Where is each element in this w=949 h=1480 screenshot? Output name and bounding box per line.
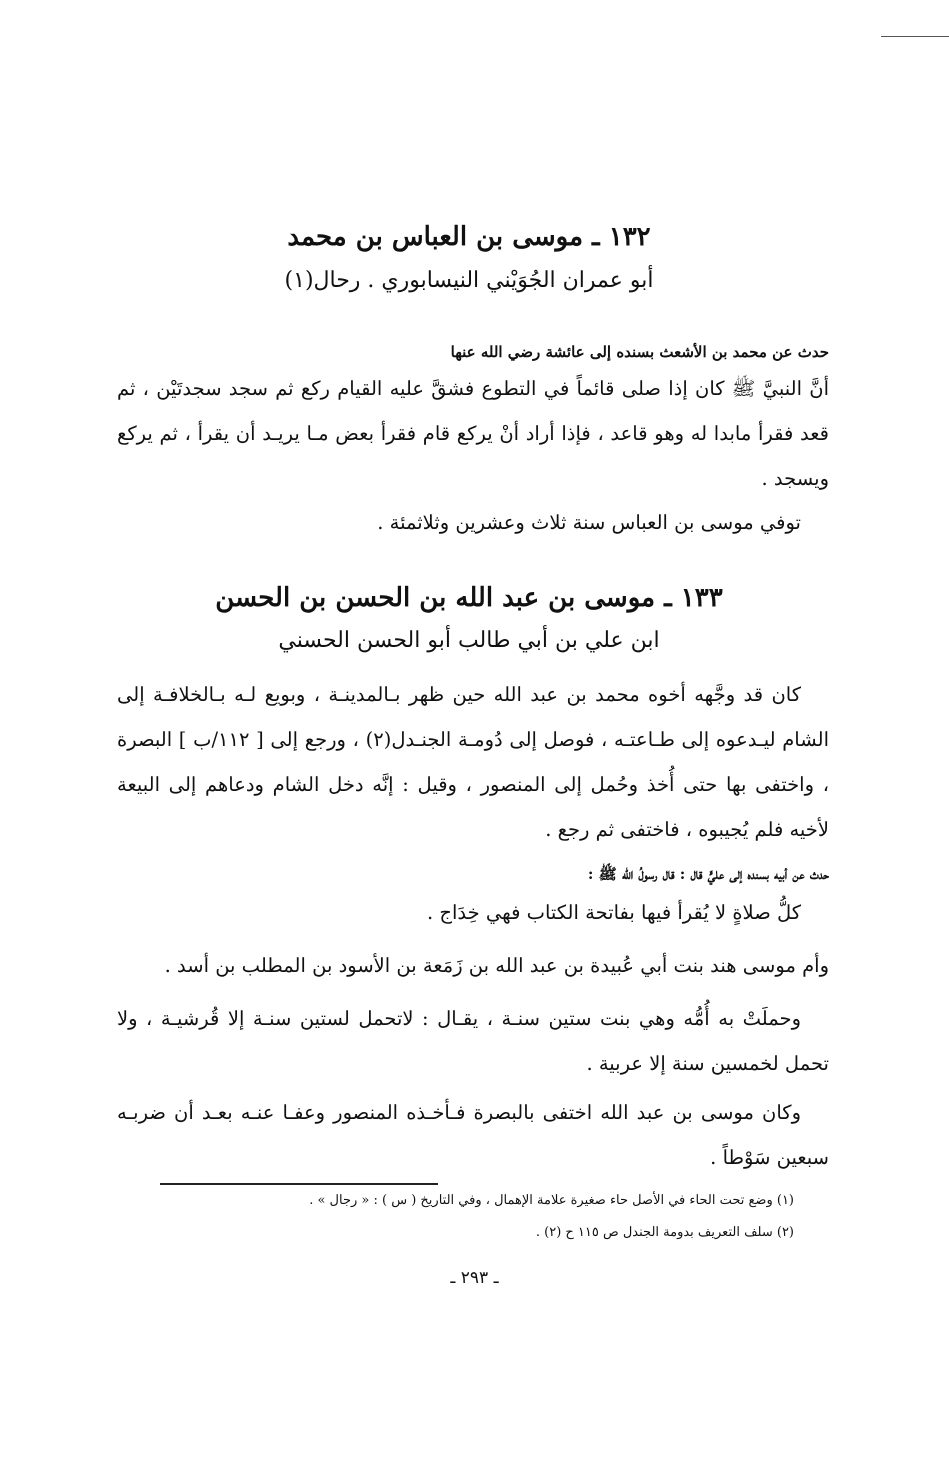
- corner-rule: [881, 36, 949, 37]
- page-number: ـ ٢٩٣ ـ: [450, 1268, 499, 1288]
- entry-132-subtitle: أبو عمران الجُوَيْني النيسابوري . رحال(١): [284, 268, 654, 293]
- footnote-2: (٢) سلف التعريف بدومة الجندل ص ١١٥ ح (٢) .: [535, 1225, 794, 1240]
- entry-133-bio: كان قد وجَّهه أخوه محمد بن عبد الله حين ظهر بـالمدينـة ، وبويع لـه بـالخلافـة إلى الشام ليـدعوه إلى طـاعتـه ، فوصل إلى دُومـة الجنـدل(٢) ، ورجع إلى [ ١١٢/ب ] البصرة ، واختفى بها حتى أُخذ وحُمل إلى المنصور ، وقيل : إنَّه دخل الشام ودعاهم إلى البيعة لأخيه فلم يُجيبوه ، فاختفى ثم رجع .: [117, 683, 829, 841]
- footnote-rule: [160, 1183, 438, 1185]
- entry-132-title: ١٣٢ ـ موسى بن العباس بن محمد: [287, 222, 651, 252]
- entry-133-hadith: كلُّ صلاةٍ لا يُقرأ فيها بفاتحة الكتاب فهي خِدَاج .: [426, 901, 801, 924]
- entry-132-death: توفي موسى بن العباس سنة ثلاث وعشرين وثلاثمئة .: [377, 511, 801, 534]
- entry-133-birth: وحملَتْ به أُمُّه وهي بنت ستين سنـة ، يقـال : لاتحمل لستين سنـة إلا قُرشيـة ، ولا تحمل لخمسين سنة إلا عربية .: [117, 1007, 829, 1075]
- entry-133-title: ١٣٣ ـ موسى بن عبد الله بن الحسن بن الحسن: [215, 583, 723, 613]
- footnote-1: (١) وضع تحت الحاء في الأصل حاء صغيرة علامة الإهمال ، وفي التاريخ ( س ) : « رجال » .: [309, 1193, 794, 1208]
- entry-133-mother: وأم موسى هند بنت أبي عُبيدة بن عبد الله بن زَمَعة بن الأسود بن المطلب بن أسد .: [164, 954, 829, 977]
- entry-132-hadith: أنَّ النبيَّ ﷺ كان إذا صلى قائماً في التطوع فشقَّ عليه القيام ركع ثم سجد سجدتَيْن ، ثم قعد فقرأ مابدا له وهو قاعد ، فإذا أراد أنْ يركع قام فقرأ بعض مـا يريـد أن يقرأ ، ثم يركع ويسجد .: [117, 377, 829, 490]
- entry-132-isnad: حدث عن محمد بن الأشعث بسنده إلى عائشة رضي الله عنها: [450, 343, 829, 361]
- entry-133-subtitle: ابن علي بن أبي طالب أبو الحسن الحسني: [278, 628, 660, 653]
- entry-133-end: وكان موسى بن عبد الله اختفى بالبصرة فـأخـذه المنصور وعفـا عنـه بعـد أن ضربـه سبعين سَوْطاً .: [117, 1101, 829, 1169]
- entry-133-isnad: حدث عن أبيه بسنده إلى عليٍّ قال : قال رسولُ الله ﷺ :: [587, 865, 829, 883]
